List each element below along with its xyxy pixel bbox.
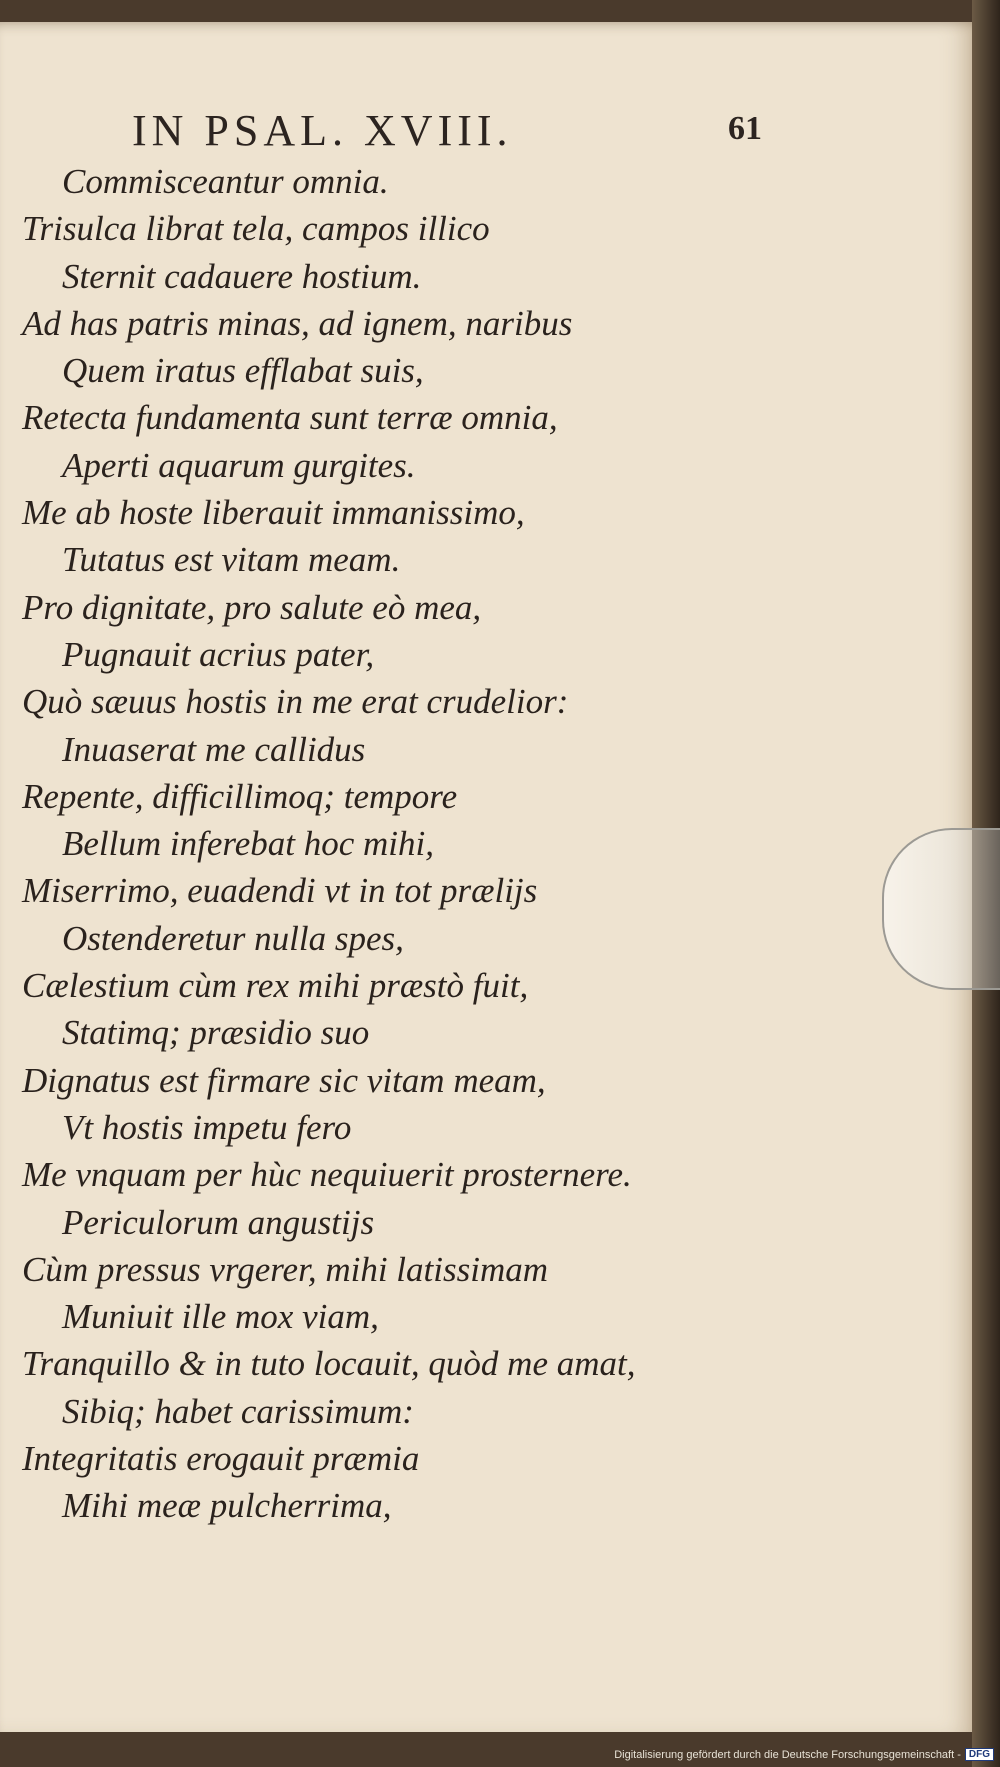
verse-line: Tutatus est vitam meam. [62,540,401,580]
verse-line: Cælestium cùm rex mihi præstò fuit, [22,966,529,1006]
verse-line: Muniuit ille mox viam, [62,1297,379,1337]
verse-line: Tranquillo & in tuto locauit, quòd me amat, [22,1344,636,1384]
verse-line: Retecta fundamenta sunt terræ omnia, [22,398,558,438]
verse-line: Me ab hoste liberauit immanissimo, [22,493,525,533]
verse-line: Commisceantur omnia. [62,162,389,201]
verse-line: Me vnquam per hùc nequiuerit prosternere. [22,1155,632,1195]
verse-line: Sibiq; habet carissimum: [62,1391,414,1431]
verse-line: Vt hostis impetu fero [62,1107,352,1147]
verse-line: Mihi meæ pulcherrima, [62,1486,392,1526]
credit-text: Digitalisierung gefördert durch die Deutsche Forschungsgemeinschaft - [614,1748,961,1761]
verse-line: Quò sæuus hostis in me erat crudelior: [22,682,569,722]
verse-line: Statimq; præsidio suo [62,1013,370,1053]
verse-line: Quem iratus efflabat suis, [62,351,424,391]
verse-line: Dignatus est firmare sic vitam meam, [22,1060,546,1100]
verse-line: Pugnauit acrius pater, [62,634,375,674]
folio-number: 61 [728,110,762,147]
verse-line: Trisulca librat tela, campos illico [22,209,490,249]
verse-line: Ad has patris minas, ad ignem, naribus [22,303,573,343]
verse-line: Cùm pressus vrgerer, mihi latissimam [22,1249,548,1289]
verse-line: Repente, difficillimoq; tempore [22,776,458,816]
verse-line: Bellum inferebat hoc mihi, [62,824,434,864]
verse-line: Periculorum angustijs [62,1202,375,1242]
verse-line: Aperti aquarum gurgites. [62,445,416,485]
verse-line: Ostenderetur nulla spes, [62,918,404,958]
verse-text [0,158,960,1530]
verse-line: Inuaserat me callidus [62,729,366,769]
verse-line: Miserrimo, euadendi vt in tot prælijs [22,871,538,911]
verse-line: Sternit cadauere hostium. [62,256,422,296]
dfg-logo: DFG [965,1748,994,1761]
verse-line: Pro dignitate, pro salute eò mea, [22,587,482,627]
verse-line: Integritatis erogauit præmia [22,1439,420,1479]
running-head: IN PSAL. XVIII. [132,106,513,155]
digitization-credit [614,1748,994,1761]
